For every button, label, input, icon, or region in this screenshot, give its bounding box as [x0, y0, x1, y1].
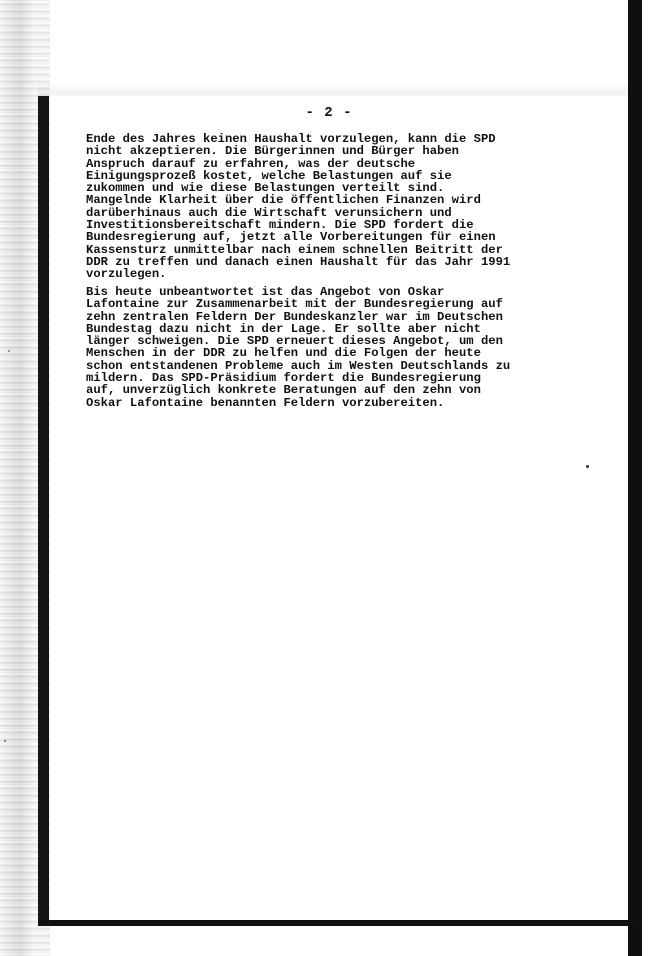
- text-line: vorzulegen.: [86, 267, 167, 282]
- text-line: Bis heute unbeantwortet ist das Angebot von Oskar: [86, 285, 445, 299]
- scan-speck: [4, 740, 6, 742]
- scan-speck: [586, 465, 589, 468]
- text-line: mildern. Das SPD-Präsidium fordert die Bundesregierung: [86, 371, 481, 386]
- text-line: schon entstandenen Probleme auch im Westen Deutschlands zu: [86, 358, 511, 373]
- page-edge-right: [628, 0, 642, 956]
- text-line: Menschen in der DDR zu helfen und die Folgen der heute: [86, 346, 481, 361]
- page-number: - 2 -: [305, 105, 353, 121]
- text-line: Einigungsprozeß kostet, welche Belastungen auf sie: [86, 168, 452, 183]
- text-line: zukommen und wie diese Belastungen verteilt sind.: [86, 181, 445, 196]
- text-line: Kassensturz unmittelbar nach einem schnellen Beitritt der: [86, 242, 503, 257]
- text-line: Investitionsbereitschaft mindern. Die SPD fordert die: [86, 218, 474, 233]
- page-edge-bottom: [38, 920, 642, 926]
- text-line: Mangelnde Klarheit über die öffentlichen Finanzen wird: [86, 193, 481, 208]
- page-edge-left: [38, 96, 49, 924]
- paragraph: [86, 133, 606, 281]
- text-line: länger schweigen. Die SPD erneuert dieses Angebot, um den: [86, 334, 503, 349]
- text-line: Oskar Lafontaine benannten Feldern vorzubereiten.: [86, 395, 445, 410]
- paragraph: [86, 286, 606, 409]
- text-line: Lafontaine zur Zusammenarbeit mit der Bundesregierung auf: [86, 297, 503, 312]
- scan-speck: [8, 350, 10, 352]
- text-line: Bundesregierung auf, jetzt alle Vorbereitungen für einen: [86, 230, 496, 245]
- page-edge-top: [38, 82, 640, 96]
- text-line: Ende des Jahres keinen Haushalt vorzulegen, kann die SPD: [86, 132, 496, 146]
- text-line: DDR zu treffen und danach einen Haushalt für das Jahr 1991: [86, 254, 511, 269]
- text-line: auf, unverzüglich konkrete Beratungen auf den zehn von: [86, 383, 481, 398]
- text-line: darüberhinaus auch die Wirtschaft verunsichern und: [86, 205, 452, 220]
- text-line: zehn zentralen Feldern Der Bundeskanzler war im Deutschen: [86, 309, 503, 324]
- text-line: nicht akzeptieren. Die Bürgerinnen und Bürger haben: [86, 144, 459, 159]
- text-line: Anspruch darauf zu erfahren, was der deutsche: [86, 156, 416, 171]
- text-line: Bundestag dazu nicht in der Lage. Er sollte aber nicht: [86, 321, 481, 336]
